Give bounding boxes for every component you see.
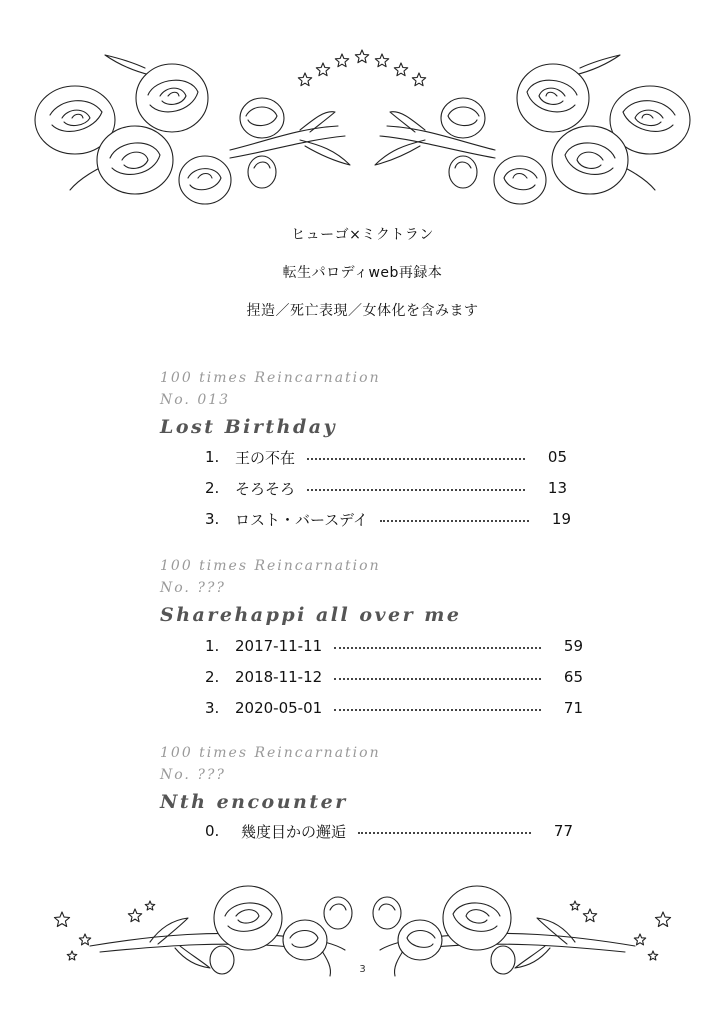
leader-dots xyxy=(358,832,531,834)
entry-label: 幾度目かの邂逅 xyxy=(241,822,347,841)
star-icon xyxy=(583,909,596,922)
entry-number: 3. xyxy=(205,510,220,528)
entry-label: 王の不在 xyxy=(235,448,296,467)
star-icon xyxy=(394,63,407,76)
subtitle-line: 転生パロディweb再録本 xyxy=(282,265,443,281)
star-icon xyxy=(128,909,141,922)
section-2-title: Sharehappi all over me xyxy=(160,604,462,626)
entry-label: ロスト・バースデイ xyxy=(235,510,368,529)
entry-label: 2020-05-01 xyxy=(235,699,323,717)
entry-page: 59 xyxy=(563,637,583,655)
star-icon xyxy=(54,912,69,927)
pairing-line: ヒューゴ×ミクトラン xyxy=(291,227,434,243)
bottom-stars xyxy=(54,901,670,960)
entry-page: 05 xyxy=(547,448,567,466)
section-3-series: 100 times Reincarnation xyxy=(160,745,381,761)
star-icon xyxy=(634,934,645,945)
section-1-number: No. 013 xyxy=(160,392,231,408)
entry-label: 2018-11-12 xyxy=(235,668,323,686)
section-3-title: Nth encounter xyxy=(160,791,348,813)
star-icon xyxy=(412,73,425,86)
star-icon xyxy=(145,901,155,910)
star-icon xyxy=(298,73,311,86)
entry-number: 3. xyxy=(205,699,220,717)
entry-number: 1. xyxy=(205,448,220,466)
section-2-series: 100 times Reincarnation xyxy=(160,558,381,574)
entry-page: 71 xyxy=(563,699,583,717)
entry-page: 77 xyxy=(553,822,573,840)
bottom-left-rose-cluster xyxy=(90,886,352,976)
leader-dots xyxy=(334,709,541,711)
entry-label: そろそろ xyxy=(235,479,296,498)
section-2-number: No. ??? xyxy=(160,580,226,596)
bottom-right-rose-cluster xyxy=(373,886,635,976)
warning-line: 捏造／死亡表現／女体化を含みます xyxy=(246,303,479,319)
toc-entry xyxy=(205,508,571,530)
page-number: 3 xyxy=(359,964,366,975)
star-icon xyxy=(79,934,90,945)
toc-entry xyxy=(205,635,583,657)
leader-dots xyxy=(307,489,525,491)
top-rose-ornament xyxy=(0,0,725,220)
entry-number: 0. xyxy=(205,822,220,840)
toc-entry xyxy=(205,820,573,842)
toc-entry xyxy=(205,666,583,688)
entry-page: 19 xyxy=(551,510,571,528)
leader-dots xyxy=(307,458,525,460)
leader-dots xyxy=(334,678,541,680)
toc-entry xyxy=(205,477,567,499)
star-icon xyxy=(335,54,348,67)
entry-number: 2. xyxy=(205,479,220,497)
section-1-title: Lost Birthday xyxy=(160,416,338,438)
leader-dots xyxy=(334,647,541,649)
entry-label: 2017-11-11 xyxy=(235,637,323,655)
entry-page: 13 xyxy=(547,479,567,497)
leader-dots xyxy=(380,520,529,522)
star-icon xyxy=(67,951,77,960)
star-icon xyxy=(648,951,658,960)
entry-number: 1. xyxy=(205,637,220,655)
star-icon xyxy=(355,50,368,63)
star-arc xyxy=(298,50,425,86)
section-3-number: No. ??? xyxy=(160,767,226,783)
entry-page: 65 xyxy=(563,668,583,686)
section-1-series: 100 times Reincarnation xyxy=(160,370,381,386)
star-icon xyxy=(570,901,580,910)
toc-entry xyxy=(205,446,567,468)
entry-number: 2. xyxy=(205,668,220,686)
toc-entry xyxy=(205,697,583,719)
star-icon xyxy=(375,54,388,67)
star-icon xyxy=(316,63,329,76)
star-icon xyxy=(655,912,670,927)
